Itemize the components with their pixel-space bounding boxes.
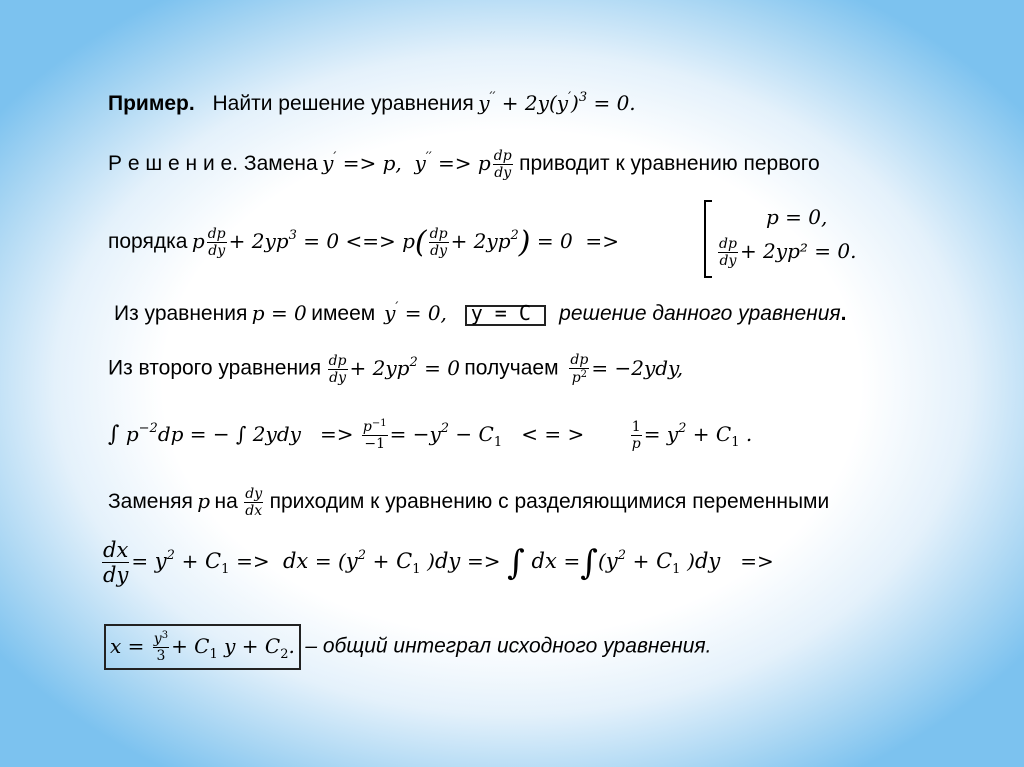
second-equation-text: Из второго уравнения	[108, 356, 322, 380]
replacing-text: Заменяя	[108, 490, 193, 514]
system-case-2: $\frac{dp}{dy}$ + 2yp² = 0.	[719, 236, 857, 270]
integration-formula: ∫ $p^{-2}dp$ = − ∫ 2ydy => $\frac{p^{-1}}{-1}$ = $-y^2 - C_1$ < = > $\frac{1}{p}$ = $y^2 + C_1$ .	[108, 418, 753, 453]
first-order-equation: p $\frac{dp}{dy}$ + $2yp^3 = 0$ <=> p( $\frac{dp}{dy}$ + $2yp^2) = 0$ =>	[191, 225, 619, 260]
example-line	[108, 90, 636, 116]
second-equation-line	[108, 352, 683, 386]
first-solution-line: Из уравнения p = 0 имеем y′ = 0, y = C решение данного уравнения.	[114, 300, 847, 325]
boxed-solution	[465, 301, 546, 326]
from-equation-text: Из уравнения	[114, 302, 248, 325]
task-text: Найти решение уравнения	[212, 92, 474, 115]
separable-text: приходим к уравнению с разделяющимися переменными	[269, 490, 830, 514]
solution-label: Р е ш е н и е. Замена	[108, 152, 318, 176]
p-zero: p = 0	[251, 301, 307, 325]
order-text: порядка	[108, 230, 188, 253]
substitution-line	[108, 148, 820, 181]
solution-description: решение данного уравнения	[559, 302, 841, 325]
general-integral: x = $\frac{y^3}{3}$ + $C_1$ $y + C_2$.	[110, 630, 295, 665]
p-variable: p	[197, 489, 211, 514]
obtain-text: получаем	[464, 356, 559, 380]
second-equation: $\frac{dp}{dy}$ + $2yp^2 = 0$	[328, 352, 460, 386]
replace-line	[108, 486, 829, 519]
separable-equation: $\frac{dx}{dy}$ = $y^2 + C_1$ => dx = ($y^2 + C_1$ )dy => ∫ dx $=\int(y^2 + C_1$ )dy =>	[103, 538, 774, 588]
first-order-line	[108, 225, 619, 260]
dp-dy-fraction: $\frac{dp}{dy}$	[493, 148, 512, 182]
general-integral-text: – общий интеграл исходного уравнения.	[305, 634, 712, 658]
ode-equation: $y'' + 2y(y')^3 = 0$.	[478, 90, 636, 115]
general-integral-box	[104, 624, 301, 670]
have-text: имеем	[311, 302, 376, 325]
substitution-formula: y′ => p, y′′ => p $\frac{dp}{dy}$	[322, 148, 512, 182]
substitution-result-text: приводит к уравнению первого	[519, 152, 820, 176]
boxed-solution-text: y = C	[470, 301, 531, 325]
general-integral-line	[104, 624, 711, 670]
integration-line	[108, 418, 752, 452]
system-case-1: p = 0,	[766, 205, 828, 229]
separated-equation: $\frac{dp}{p^2}$ = −2ydy,	[570, 352, 684, 387]
case-2-text: + 2yp² = 0.	[739, 239, 857, 264]
separable-equation-line	[100, 538, 774, 587]
system-bracket	[704, 200, 712, 278]
example-label: Пример.	[108, 92, 195, 115]
on-text: на	[214, 490, 238, 514]
dy-dx-fraction: $\frac{dy}{dx}$	[245, 486, 263, 520]
y-prime-zero: y′ = 0,	[384, 300, 447, 325]
